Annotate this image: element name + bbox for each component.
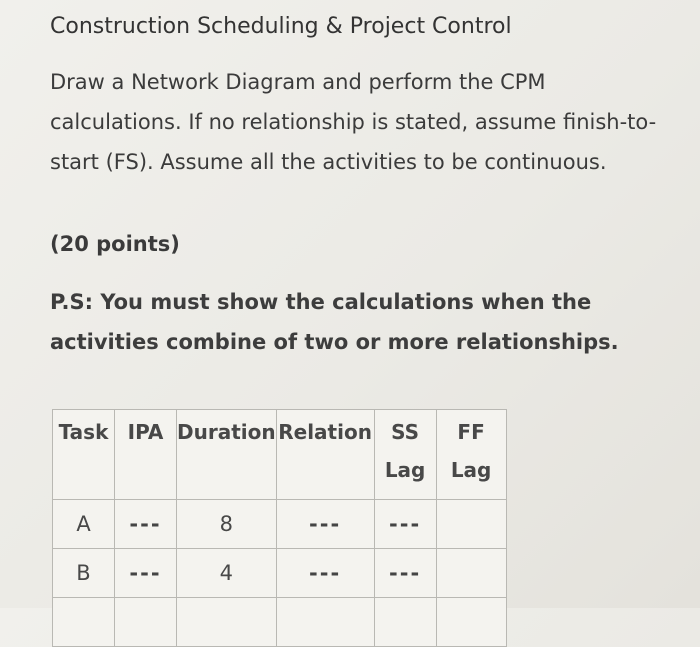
points-label: (20 points) xyxy=(50,232,180,256)
activity-table xyxy=(52,409,507,647)
table-row xyxy=(53,549,507,598)
cell-relation: --- xyxy=(276,549,374,598)
cell-relation: --- xyxy=(276,500,374,549)
instructions-text: Draw a Network Diagram and perform the CPM calculations. If no relationship is stated, assume finish-to-start (FS). Assume all the activities to be continuous. xyxy=(50,70,657,174)
cell-duration: 4 xyxy=(177,549,277,598)
cell-empty xyxy=(436,598,506,647)
cell-ff-lag xyxy=(436,549,506,598)
cell-ff-lag xyxy=(436,500,506,549)
cell-empty xyxy=(177,598,277,647)
table-header-row xyxy=(53,410,507,500)
header-ff-lag: FF Lag xyxy=(436,410,506,500)
cell-empty xyxy=(115,598,177,647)
note-text: P.S: You must show the calculations when the activities combine of two or more relationships. xyxy=(50,290,619,354)
cell-empty xyxy=(53,598,115,647)
table-row xyxy=(53,598,507,647)
header-ipa: IPA xyxy=(115,410,177,500)
cell-ipa: --- xyxy=(115,549,177,598)
header-relation: Relation xyxy=(276,410,374,500)
cell-empty xyxy=(374,598,436,647)
header-task: Task xyxy=(53,410,115,500)
cell-task: A xyxy=(53,500,115,549)
cell-ss-lag: --- xyxy=(374,549,436,598)
cell-task: B xyxy=(53,549,115,598)
header-duration: Duration xyxy=(177,410,277,500)
cell-empty xyxy=(276,598,374,647)
document-heading: Construction Scheduling & Project Control xyxy=(50,14,512,39)
table-row xyxy=(53,500,507,549)
cell-ipa: --- xyxy=(115,500,177,549)
cell-duration: 8 xyxy=(177,500,277,549)
cell-ss-lag: --- xyxy=(374,500,436,549)
header-ss-lag: SS Lag xyxy=(374,410,436,500)
